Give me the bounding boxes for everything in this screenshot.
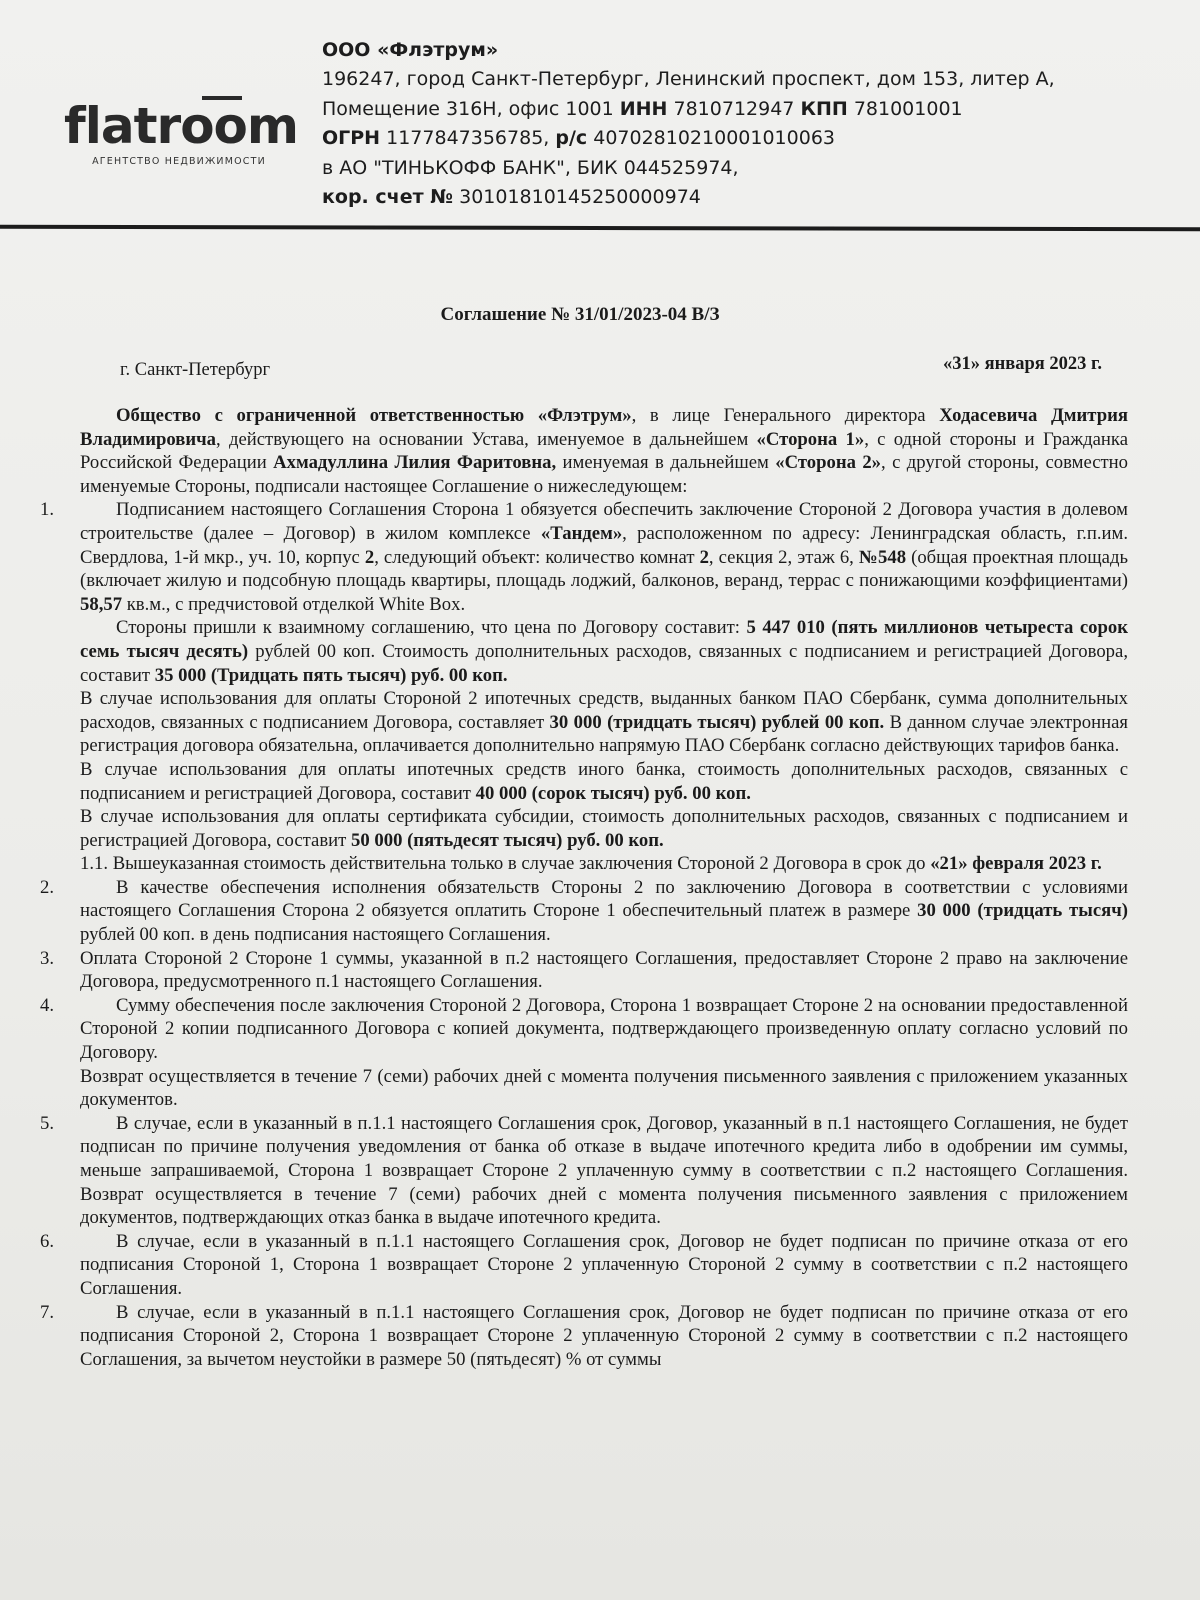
clause-2: 2. В качестве обеспечения исполнения обязательств Стороны 2 по заключению Договора в соответствии с условиями настоящего Соглашения Сторона 2 обязуется оплатить Стороне 1 обеспечительный платеж в размере 30 000 (тридцать тысяч) рублей 00 коп. в день подписания настоящего Соглашения. (40, 876, 1128, 946)
clause-1: 1. Подписанием настоящего Соглашения Сторона 1 обязуется обеспечить заключение Стороной 2 Договора участия в долевом строительстве (далее – Договор) в жилом комплексе «Тандем», расположенном по адресу: Ленинградская область, г.п.им. Свердлова, 1-й мкр., уч. 10, корпус 2, следующий объект: количество комнат 2, секция 2, этаж 6, №548 (общая проектная площадь (включает жилую и подсобную площадь квартиры, площадь лоджий, балконов, веранд, террас с понижающими коэффициентами) 58,57 кв.м., с предчистовой отделкой White Box. (40, 499, 1128, 615)
logo-roof-icon (202, 96, 242, 110)
clause-4: 4. Сумму обеспечения после заключения Стороной 2 Договора, Сторона 1 возвращает Стороне 2 на основании предоставленной Стороной 2 копии подписанного Договора с копией документа, подтверждающего произведенную оплату согласно условий по Договору. (40, 994, 1128, 1064)
company-logo (64, 97, 298, 167)
clause-number: 2. (40, 876, 55, 898)
clause-3: 3. Оплата Стороной 2 Стороне 1 суммы, указанной в п.2 настоящего Соглашения, предоставляет Стороне 2 право на заключение Договора, предусмотренного п.1 настоящего Соглашения. (40, 947, 1128, 993)
clause-7: 7. В случае, если в указанный в п.1.1 настоящего Соглашения срок, Договор не будет подписан по причине отказа от его подписания Стороной 2, Сторона 1 возвращает Стороне 2 уплаченную Стороной 2 сумму в соответствии с п.2 настоящего Соглашения, за вычетом неустойки в размере 50 (пятьдесят) % от суммы (40, 1301, 1128, 1370)
company-address-line1: 196247, город Санкт-Петербург, Ленинский проспект, дом 153, литер А, (322, 68, 1055, 91)
header-divider (0, 225, 1200, 232)
company-name: ООО «Флэтрум» (322, 39, 499, 61)
agreement-body (40, 404, 1129, 1371)
clause-number: 3. (40, 947, 55, 969)
clause-number: 6. (40, 1230, 55, 1252)
price-paragraph: Стороны пришли к взаимному соглашению, что цена по Договору составит: 5 447 010 (пять миллионов четыреста сорок семь тысяч десять) рублей 00 коп. Стоимость дополнительных расходов, связанных с подписанием и регистрацией Договора, составит 35 000 (Тридцать пять тысяч) руб. 00 коп. (80, 617, 1129, 686)
subsidy-paragraph: В случае использования для оплаты сертификата субсидии, стоимость дополнительных расходов, связанных с подписанием и регистрацией Договора, составит 50 000 (пятьдесят тысяч) руб. 00 коп. (80, 806, 1128, 851)
document-city: г. Санкт-Петербург (120, 360, 271, 380)
logo-wordmark: flatroom (64, 97, 298, 155)
document-date: «31» января 2023 г. (942, 354, 1102, 374)
clause-6: 6. В случае, если в указанный в п.1.1 настоящего Соглашения срок, Договор не будет подписан по причине отказа от его подписания Стороной 1, Сторона 1 возвращает Стороне 2 уплаченную Стороной 2 сумму в соответствии с п.2 настоящего Соглашения. (40, 1230, 1128, 1299)
company-details (322, 36, 1162, 212)
other-bank-paragraph: В случае использования для оплаты ипотечных средств иного банка, стоимость дополнительных расходов, связанных с подписанием и регистрацией Договора, составит 40 000 (сорок тысяч) руб. 00 коп. (80, 758, 1128, 804)
clause-number: 4. (40, 994, 55, 1016)
company-ks-line: кор. счет № 30101810145250000974 (322, 186, 701, 209)
clause-number: 7. (40, 1301, 55, 1323)
clause-4-return: Возврат осуществляется в течение 7 (семи) рабочих дней с момента получения письменного заявления с приложением указанных документов. (80, 1065, 1128, 1111)
clause-1-1: 1.1. Вышеуказанная стоимость действительна только в случае заключения Стороной 2 Договора в срок до «21» февраля 2023 г. (80, 853, 1102, 875)
clause-number: 1. (40, 499, 55, 521)
clause-5: 5. В случае, если в указанный в п.1.1 настоящего Соглашения срок, Договор, указанный в п.1 настоящего Соглашения, не будет подписан по причине получения уведомления от банка об отказе в выдаче ипотечного кредита либо в одобрении им суммы, меньше запрашиваемой, Сторона 1 возвращает Стороне 2 уплаченную сумму в соответствии с п.2 настоящего Соглашения. Возврат осуществляется в течение 7 (семи) рабочих дней с момента получения письменного заявления с приложением документов, подтверждающих отказ банка в выдаче ипотечного кредита. (40, 1112, 1128, 1229)
clause-number: 5. (40, 1112, 55, 1134)
sber-paragraph: В случае использования для оплаты Стороной 2 ипотечных средств, выданных банком ПАО Сбербанк, сумма дополнительных расходов, связанных с подписанием Договора, составляет 30 000 (тридцать тысяч) рублей 00 коп. В данном случае электронная регистрация договора обязательна, оплачивается дополнительно напрямую ПАО Сбербанк согласно действующих тарифов банка. (80, 688, 1128, 757)
intro-paragraph: Общество с ограниченной ответственностью «Флэтрум», в лице Генерального директора Ходасевича Дмитрия Владимировича, действующего на основании Устава, именуемое в дальнейшем «Сторона 1», с одной стороны и Гражданка Российской Федерации Ахмадуллина Лилия Фаритовна, именуемая в дальнейшем «Сторона 2», с другой стороны, совместно именуемые Стороны, подписали настоящее Соглашение о нижеследующем: (80, 405, 1129, 497)
logo-tagline: АГЕНТСТВО НЕДВИЖИМОСТИ (92, 156, 266, 167)
company-address-line2: Помещение 316Н, офис 1001 ИНН 7810712947 КПП 781001001 (322, 97, 963, 120)
company-bank-line: в АО "ТИНЬКОФФ БАНК", БИК 044525974, (322, 156, 739, 179)
company-ogrn-line: ОГРН 1177847356785, р/с 40702810210001010063 (322, 127, 835, 150)
document-title: Соглашение № 31/01/2023-04 В/З (440, 304, 720, 325)
